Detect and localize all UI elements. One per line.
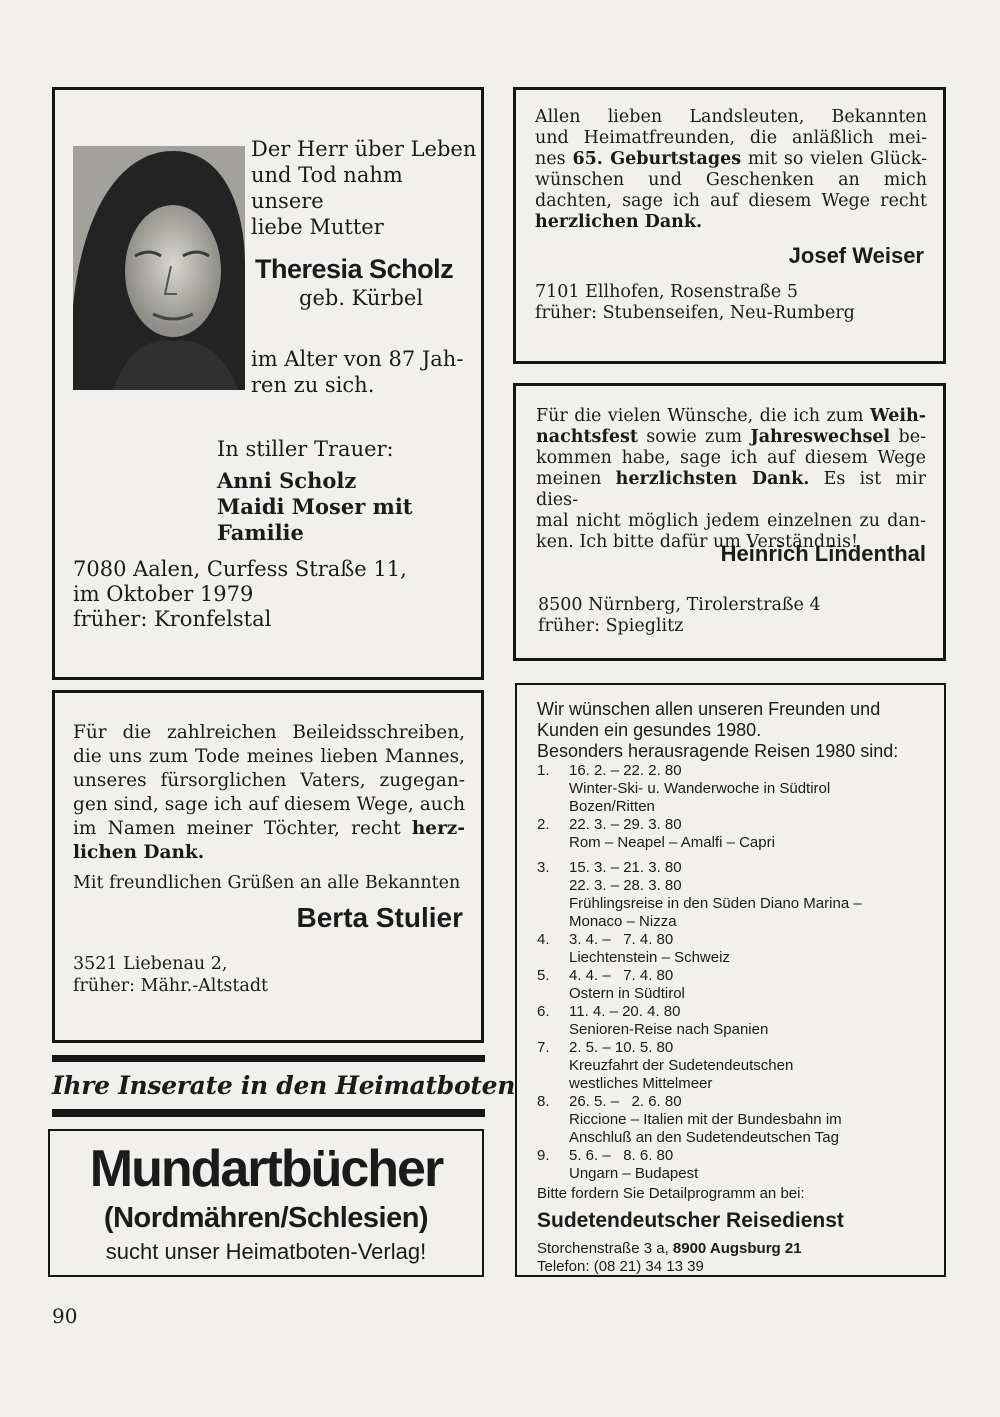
text-line: mal nicht möglich jedem einzelnen zu dan- [536, 511, 926, 531]
stulier-address: 3521 Liebenau 2, [73, 954, 228, 974]
obituary-intro-line: Der Herr über Leben [251, 137, 477, 161]
dialect-books-box [48, 1129, 484, 1277]
obituary-date: im Oktober 1979 [73, 582, 254, 606]
trip-dates: 3. 4. – 7. 4. 80 [569, 931, 674, 948]
text-line: dachten, sage ich auf diesem Wege recht [535, 191, 927, 211]
trip-item [537, 931, 937, 967]
lindenthal-thanks-box [513, 383, 946, 661]
text-line: die uns zum Tode meines lieben Mannes, [73, 746, 465, 767]
trip-number: 8. [537, 1093, 550, 1110]
books-subtitle: (Nordmähren/Schlesien) [103, 1202, 429, 1234]
trip-dates: 26. 5. – 2. 6. 80 [569, 1093, 682, 1110]
trip-description: Riccione – Italien mit der Bundesbahn im [569, 1111, 842, 1128]
text-line: meinen herzlichsten Dank. Es ist mir dies- [536, 469, 926, 510]
mourning-label: In stiller Trauer: [217, 437, 394, 461]
trip-number: 3. [537, 859, 550, 876]
text-line: im Namen meiner Töchter, recht herz- [73, 818, 465, 839]
obituary-box [52, 87, 484, 680]
page-number: 90 [52, 1304, 78, 1328]
trip-number: 7. [537, 1039, 550, 1056]
text-line: Für die vielen Wünsche, die ich zum Weih- [536, 406, 926, 426]
trip-description: Winter-Ski- u. Wanderwoche in Südtirol [569, 780, 831, 797]
travel-address: Storchenstraße 3 a, 8900 Augsburg 21 [537, 1240, 802, 1257]
trip-item [537, 762, 937, 816]
trip-item [537, 1039, 937, 1093]
stulier-origin: früher: Mähr.-Altstadt [73, 976, 269, 996]
text-line: ken. Ich bitte dafür um Verständnis! [536, 532, 858, 552]
obituary-intro-line: und Tod nahm unsere [251, 163, 403, 213]
travel-phone: Telefon: (08 21) 34 13 39 [537, 1258, 704, 1275]
trip-description: Ungarn – Budapest [569, 1165, 699, 1182]
weiser-origin: früher: Stubenseifen, Neu-Rumberg [535, 303, 855, 323]
obituary-age-line: ren zu sich. [251, 373, 375, 397]
banner-rule-top [52, 1055, 485, 1062]
text-line: wünschen und Geschenken an mich [535, 170, 927, 190]
books-tagline: sucht unser Heimatboten-Verlag! [105, 1239, 427, 1264]
trip-dates: 11. 4. – 20. 4. 80 [569, 1003, 681, 1020]
trip-number: 4. [537, 931, 550, 948]
weiser-thanks-box [513, 87, 946, 364]
trip-dates: 16. 2. – 22. 2. 80 [569, 762, 682, 779]
weiser-signature: Josef Weiser [788, 243, 924, 268]
trip-description: Frühlingsreise in den Süden Diano Marina – [569, 895, 862, 912]
trip-description: Senioren-Reise nach Spanien [569, 1021, 769, 1038]
portrait-photo [73, 146, 245, 390]
travel-intro: Wir wünschen allen unseren Freunden und [537, 699, 881, 719]
travel-ad-box [515, 683, 946, 1277]
travel-intro: Besonders herausragende Reisen 1980 sind: [537, 741, 899, 761]
mourner-name: Maidi Moser mit Familie [217, 494, 413, 545]
text-line: Allen lieben Landsleuten, Bekannten [535, 107, 927, 127]
travel-company: Sudetendeutscher Reisedienst [537, 1209, 844, 1232]
lindenthal-signature: Heinrich Lindenthal [720, 541, 926, 566]
travel-intro: Kunden ein gesundes 1980. [537, 720, 762, 740]
trip-item [537, 1003, 937, 1039]
trip-description: Anschluß an den Sudetendeutschen Tag [569, 1129, 839, 1146]
trip-list [537, 762, 937, 1183]
mourner-name: Anni Scholz [217, 468, 357, 493]
obituary-address: 7080 Aalen, Curfess Straße 11, [73, 557, 407, 581]
trip-item [537, 1147, 937, 1183]
deceased-name: Theresia Scholz [255, 254, 454, 284]
text-line: kommen habe, sage ich auf diesem Wege [536, 448, 926, 468]
text-line: unseres fürsorglichen Vaters, zugegan- [73, 770, 465, 791]
lindenthal-address: 8500 Nürnberg, Tirolerstraße 4 [538, 595, 821, 615]
stulier-greeting: Mit freundlichen Grüßen an alle Bekannten [73, 873, 461, 893]
trip-item [537, 816, 937, 852]
trip-item [537, 967, 937, 1003]
text-line: Für die zahlreichen Beileidsschreiben, [73, 722, 465, 743]
trip-item [537, 1093, 937, 1147]
trip-number: 9. [537, 1147, 550, 1164]
trip-description: Rom – Neapel – Amalfi – Capri [569, 834, 775, 851]
trip-description: Bozen/Ritten [569, 798, 655, 815]
weiser-address: 7101 Ellhofen, Rosenstraße 5 [535, 282, 798, 302]
obituary-origin: früher: Kronfelstal [73, 607, 272, 631]
trip-dates: 22. 3. – 29. 3. 80 [569, 816, 682, 833]
trip-item [537, 859, 937, 931]
trip-description: westliches Mittelmeer [569, 1075, 713, 1092]
trip-number: 1. [537, 762, 550, 779]
trip-dates: 15. 3. – 21. 3. 80 [569, 859, 682, 876]
trip-description: Liechtenstein – Schweiz [569, 949, 730, 966]
lindenthal-origin: früher: Spieglitz [538, 616, 684, 636]
stulier-thanks-box [52, 690, 484, 1043]
text-line: nes 65. Geburtstages mit so vielen Glück- [535, 149, 928, 169]
obituary-intro-line: liebe Mutter [251, 215, 384, 239]
banner-rule-bottom [52, 1109, 485, 1117]
banner-text: Ihre Inserate in den Heimatboten [52, 1071, 516, 1100]
trip-dates: 4. 4. – 7. 4. 80 [569, 967, 674, 984]
text-line: lichen Dank. [73, 842, 205, 863]
text-line: gen sind, sage ich auf diesem Wege, auch [73, 794, 465, 815]
trip-description: Kreuzfahrt der Sudetendeutschen [569, 1057, 794, 1074]
trip-number: 5. [537, 967, 550, 984]
maiden-name: geb. Kürbel [299, 286, 424, 310]
text-line: herzlichen Dank. [535, 212, 703, 232]
trip-description: Ostern in Südtirol [569, 985, 685, 1002]
books-title: Mundartbücher [89, 1140, 443, 1198]
text-line: und Heimatfreunden, die anläßlich mei- [535, 128, 927, 148]
trip-dates: 22. 3. – 28. 3. 80 [569, 877, 682, 894]
stulier-signature: Berta Stulier [296, 902, 463, 933]
trip-description: Monaco – Nizza [569, 913, 677, 930]
text-line: nachtsfest sowie zum Jahreswechsel be- [536, 427, 926, 447]
trip-number: 2. [537, 816, 550, 833]
trip-number: 6. [537, 1003, 550, 1020]
trip-dates: 2. 5. – 10. 5. 80 [569, 1039, 674, 1056]
trip-dates: 5. 6. – 8. 6. 80 [569, 1147, 674, 1164]
obituary-age-line: im Alter von 87 Jah- [251, 347, 464, 371]
travel-request: Bitte fordern Sie Detailprogramm an bei: [537, 1185, 805, 1202]
